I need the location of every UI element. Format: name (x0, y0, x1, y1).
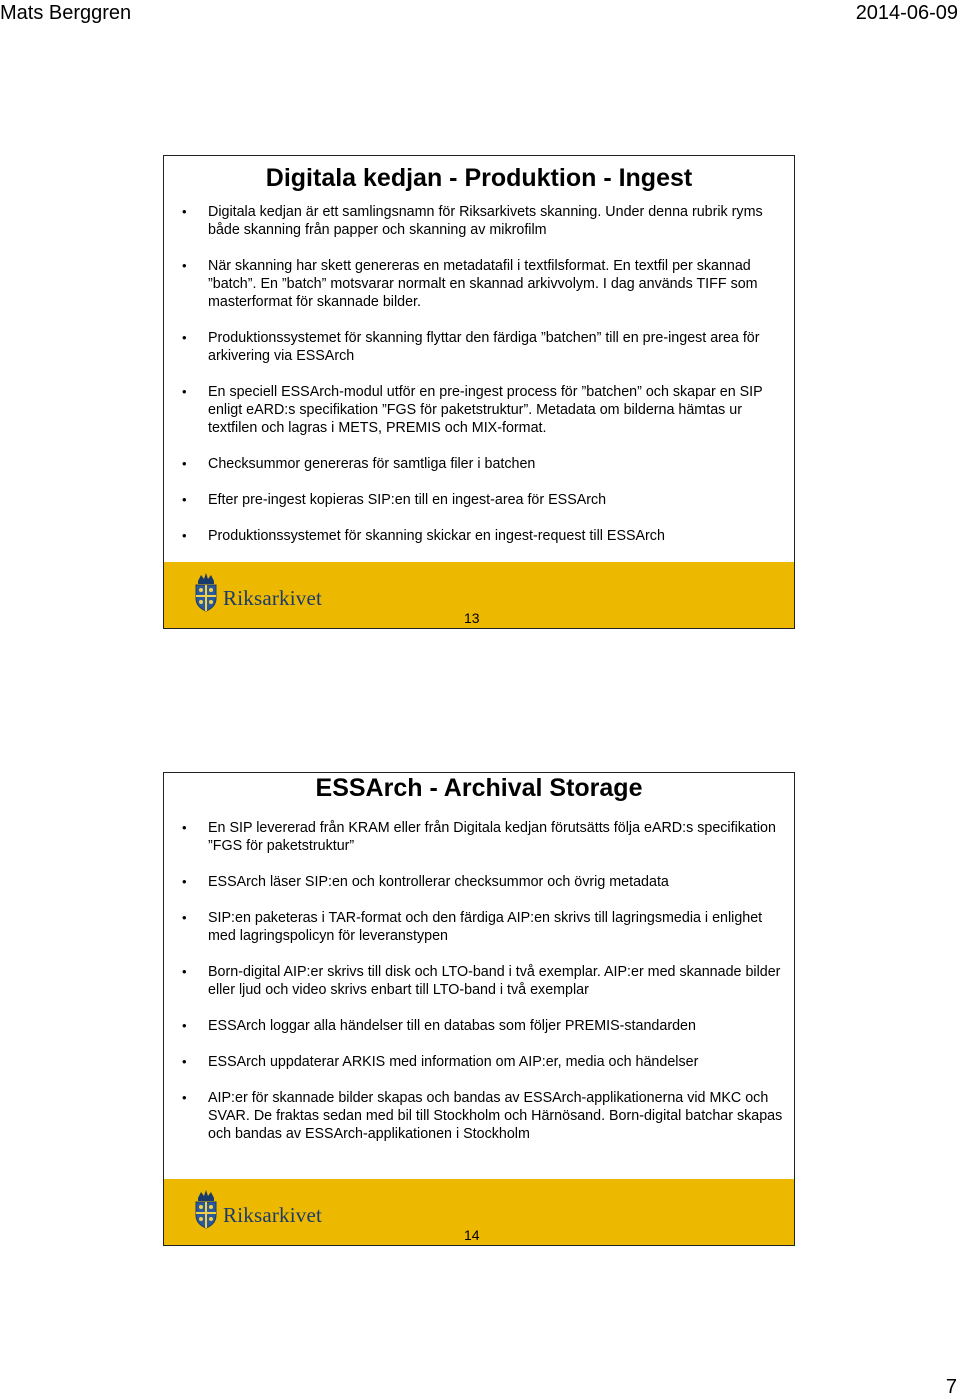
bullet-item: • SIP:en paketeras i TAR-format och den färdiga AIP:en skrivs till lagringsmedia i enlighet med lagringspolicyn för leveranstypen (164, 909, 786, 945)
bullet-item: • Produktionssystemet för skanning flyttar den färdiga ”batchen” till en pre-ingest area för arkivering via ESSArch (164, 329, 786, 365)
bullet-item: • När skanning har skett genereras en metadatafil i textfilsformat. En textfil per skannad ”batch”. En ”batch” motsvarar normalt en skannad arkivvolym. I dag används TIFF som masterformat för skannade bilder. (164, 257, 786, 311)
document-date: 2014-06-09 (855, 2, 958, 24)
crown-shield-icon (193, 572, 219, 612)
bullet-item: • Digitala kedjan är ett samlingsnamn för Riksarkivets skanning. Under denna rubrik ryms både skanning från papper och skanning av mikrofilm (164, 203, 786, 239)
slide-footer (164, 1179, 794, 1245)
slide-14 (163, 772, 795, 1246)
slide-page-number: 13 (464, 610, 480, 626)
slide-footer (164, 562, 794, 628)
crown-shield-icon (193, 1189, 219, 1229)
slide-13 (163, 155, 795, 629)
author-name: Mats Berggren (0, 2, 132, 24)
riksarkivet-logo (193, 572, 343, 612)
bullet-item: • En speciell ESSArch-modul utför en pre-ingest process för ”batchen” och skapar en SIP enligt eARD:s specifikation ”FGS för paketstruktur”. Metadata om bilderna hämtas ur textfilen och lagras i METS, PREMIS och MIX-format. (164, 383, 786, 437)
bullet-item: • Produktionssystemet för skanning skickar en ingest-request till ESSArch (164, 527, 786, 545)
sheet-page-number: 7 (945, 1376, 957, 1398)
bullet-item: • ESSArch loggar alla händelser till en databas som följer PREMIS-standarden (164, 1017, 786, 1035)
bullet-item: • Checksummor genereras för samtliga filer i batchen (164, 455, 786, 473)
bullet-item: • Born-digital AIP:er skrivs till disk och LTO-band i två exemplar. AIP:er med skannade bilder eller ljud och video skrivs enbart till LTO-band i två exemplar (164, 963, 786, 999)
slide-title: Digitala kedjan - Produktion - Ingest (265, 164, 693, 192)
bullet-item: • En SIP levererad från KRAM eller från Digitala kedjan förutsätts följa eARD:s specifikation ”FGS för paketstruktur” (164, 819, 786, 855)
bullet-item: • AIP:er för skannade bilder skapas och bandas av ESSArch-applikationerna vid MKC och SVAR. De fraktas sedan med bil till Stockholm och Härnösand. Born-digital batchar skapas och bandas av ESSArch-applikationen i Stockholm (164, 1089, 786, 1143)
logo-text: Riksarkivet (223, 586, 323, 610)
bullet-list (164, 819, 786, 1143)
slide-page-number: 14 (464, 1227, 480, 1243)
bullet-item: • Efter pre-ingest kopieras SIP:en till en ingest-area för ESSArch (164, 491, 786, 509)
bullet-item: • ESSArch uppdaterar ARKIS med information om AIP:er, media och händelser (164, 1053, 786, 1071)
bullet-item: • ESSArch läser SIP:en och kontrollerar checksummor och övrig metadata (164, 873, 786, 891)
logo-text: Riksarkivet (223, 1203, 323, 1227)
riksarkivet-logo (193, 1189, 343, 1229)
slide-title: ESSArch - Archival Storage (315, 774, 643, 802)
bullet-list (164, 203, 786, 545)
